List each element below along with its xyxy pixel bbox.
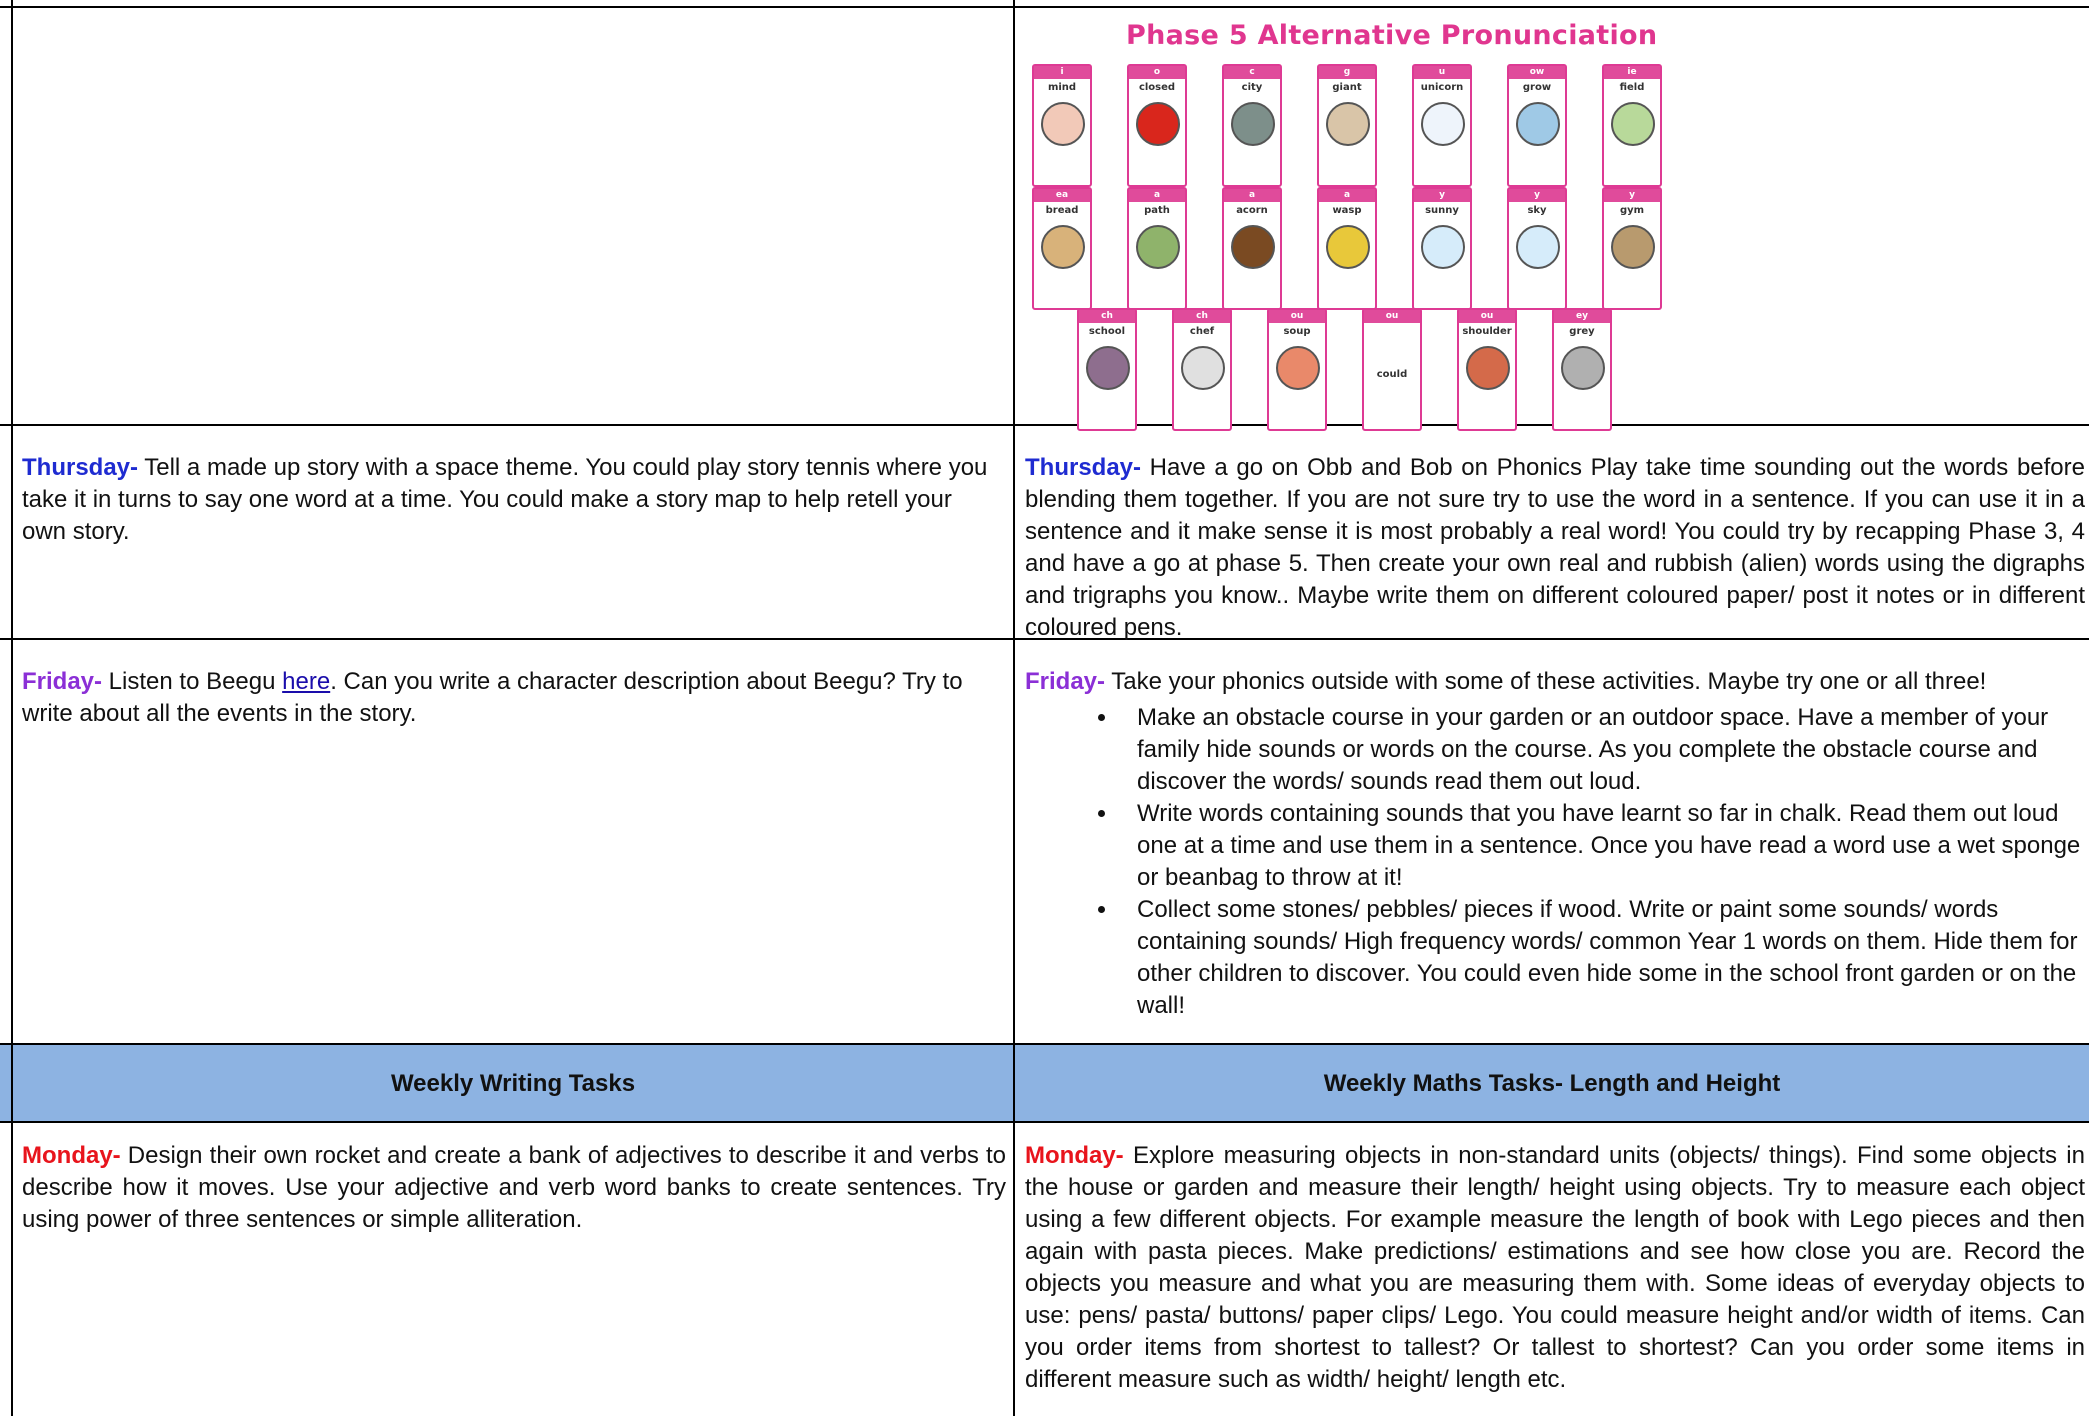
card-grapheme: ie xyxy=(1604,66,1660,79)
card-grapheme: ea xyxy=(1034,189,1090,202)
card-word: chef xyxy=(1189,326,1215,337)
day-label: Friday- xyxy=(22,668,103,695)
brain-icon xyxy=(1041,102,1085,146)
phonics-card xyxy=(1602,187,1662,310)
card-grapheme: o xyxy=(1129,66,1185,79)
phonics-card xyxy=(1552,308,1612,431)
beegu-link[interactable]: here xyxy=(282,668,331,695)
task-text: Have a go on Obb and Bob on Phonics Play take time sounding out the words before blending them together. If you are not sure try to use the word in a sentence. If you can use it in a sentence and it make sense it is most probably a real word! You could try by recapping Phase 3, 4 and have a go at phase 5. Then create your own real and rubbish (alien) words using the digraphs and trigraphs you know.. Maybe write them on different coloured paper/ post it notes or in different coloured pens. xyxy=(1025,454,2085,641)
day-label: Monday- xyxy=(22,1142,121,1169)
card-word: closed xyxy=(1138,82,1176,93)
table-border-left xyxy=(11,0,13,1416)
card-word: bread xyxy=(1045,205,1079,216)
phonics-card xyxy=(1412,64,1472,187)
task-text: . Can you write a character description about Beegu? Try to write about all the events in the story. xyxy=(22,668,963,727)
card-grapheme: ou xyxy=(1364,310,1420,323)
field-icon xyxy=(1611,102,1655,146)
card-grapheme: a xyxy=(1224,189,1280,202)
card-word: wasp xyxy=(1332,205,1362,216)
card-grapheme: ch xyxy=(1079,310,1135,323)
plants-icon xyxy=(1516,102,1560,146)
card-grapheme: a xyxy=(1129,189,1185,202)
phonics-friday xyxy=(1025,666,2085,1022)
phonics-card xyxy=(1222,187,1282,310)
phonics-card xyxy=(1032,187,1092,310)
card-word: gym xyxy=(1619,205,1645,216)
phonics-card xyxy=(1457,308,1517,431)
city-icon xyxy=(1231,102,1275,146)
task-text: Tell a made up story with a space theme. You could play story tennis where you take it in turns to say one word at a time. You could make a story map to help retell your own story. xyxy=(22,454,988,545)
card-grapheme: ey xyxy=(1554,310,1610,323)
unicorn-icon xyxy=(1421,102,1465,146)
acorn-icon xyxy=(1231,225,1275,269)
phonics-card xyxy=(1127,187,1187,310)
day-label: Thursday- xyxy=(22,454,139,481)
card-word: soup xyxy=(1283,326,1311,337)
maths-monday xyxy=(1025,1140,2085,1396)
card-word: field xyxy=(1619,82,1645,93)
day-label: Monday- xyxy=(1025,1142,1124,1169)
phonics-sheet-title: Phase 5 Alternative Pronunciation xyxy=(1126,20,1658,51)
card-word: sunny xyxy=(1425,205,1459,216)
wasp-icon xyxy=(1326,225,1370,269)
phonics-card xyxy=(1032,64,1092,187)
card-word: grow xyxy=(1522,82,1552,93)
gym-icon xyxy=(1611,225,1655,269)
phonics-card xyxy=(1317,187,1377,310)
card-word: unicorn xyxy=(1420,82,1464,93)
card-grapheme: ou xyxy=(1459,310,1515,323)
card-word: mind xyxy=(1047,82,1077,93)
activity-list xyxy=(1025,702,2085,1022)
person-icon xyxy=(1466,346,1510,390)
phonics-card xyxy=(1077,308,1137,431)
phonics-card xyxy=(1507,187,1567,310)
reading-friday xyxy=(22,666,1007,730)
chef-icon xyxy=(1181,346,1225,390)
writing-header: Weekly Writing Tasks xyxy=(390,1070,636,1097)
list-item: • Write words containing sounds that you have learnt so far in chalk. Read them out loud one at a time and use them in a sentence. Once you have read a word use a wet sponge or beanbag to throw at it! xyxy=(1119,798,2085,894)
card-word: acorn xyxy=(1236,205,1268,216)
phonics-card xyxy=(1267,308,1327,431)
bread-icon xyxy=(1041,225,1085,269)
writing-monday xyxy=(22,1140,1006,1236)
reading-thursday xyxy=(22,452,1002,548)
task-text: Take your phonics outside with some of these activities. Maybe try one or all three! xyxy=(1105,668,1987,695)
phonics-card xyxy=(1507,64,1567,187)
card-word: shoulder xyxy=(1462,326,1512,337)
task-text: Explore measuring objects in non-standard units (objects/ things). Find some objects in the house or garden and measure their length/ height using objects. Try to measure each object using a few different objects. For example measure the length of book with Lego pieces and then again with pasta pieces. Make predictions/ estimations and see how close you are. Record the objects you measure and what you are measuring them with. Some ideas of everyday objects to use: pens/ pasta/ buttons/ paper clips/ Lego. You could measure height and/or width of items. Can you order items from shortest to tallest? Or tallest to shortest? Can you order some items in different measure such as width/ height/ length etc. xyxy=(1025,1142,2085,1393)
school-icon xyxy=(1086,346,1130,390)
door-icon xyxy=(1136,102,1180,146)
task-text: Design their own rocket and create a bank of adjectives to describe it and verbs to describe how it moves. Use your adjective and verb word banks to create sentences. Try using power of three sentences or simple alliteration. xyxy=(22,1142,1006,1233)
card-word: giant xyxy=(1332,82,1362,93)
maths-header: Weekly Maths Tasks- Length and Height xyxy=(1323,1070,1781,1097)
card-grapheme: ow xyxy=(1509,66,1565,79)
card-word: could xyxy=(1376,369,1408,380)
phonics-card xyxy=(1362,308,1422,431)
list-item: • Make an obstacle course in your garden or an outdoor space. Have a member of your family hide sounds or words on the course. As you complete the obstacle course and discover the words/ sounds read them out loud. xyxy=(1119,702,2085,798)
card-grapheme: a xyxy=(1319,189,1375,202)
path-icon xyxy=(1136,225,1180,269)
phonics-card xyxy=(1172,308,1232,431)
phonics-card xyxy=(1412,187,1472,310)
card-word: sky xyxy=(1527,205,1547,216)
card-grapheme: ou xyxy=(1269,310,1325,323)
card-grapheme: c xyxy=(1224,66,1280,79)
card-word: grey xyxy=(1569,326,1595,337)
day-label: Friday- xyxy=(1025,668,1106,695)
day-label: Thursday- xyxy=(1025,454,1142,481)
card-grapheme: u xyxy=(1414,66,1470,79)
sun-icon xyxy=(1421,225,1465,269)
task-text: Listen to Beegu xyxy=(102,668,283,695)
card-word: city xyxy=(1241,82,1263,93)
card-word: path xyxy=(1144,205,1170,216)
card-grapheme: i xyxy=(1034,66,1090,79)
card-grapheme: y xyxy=(1509,189,1565,202)
phonics-card xyxy=(1222,64,1282,187)
phonics-card xyxy=(1602,64,1662,187)
card-grapheme: y xyxy=(1604,189,1660,202)
grey-circle-icon xyxy=(1561,346,1605,390)
card-grapheme: g xyxy=(1319,66,1375,79)
soup-icon xyxy=(1276,346,1320,390)
card-word: school xyxy=(1088,326,1126,337)
card-grapheme: y xyxy=(1414,189,1470,202)
phonics-card xyxy=(1127,64,1187,187)
card-grapheme: ch xyxy=(1174,310,1230,323)
list-item: • Collect some stones/ pebbles/ pieces if wood. Write or paint some sounds/ words containing sounds/ High frequency words/ common Year 1 words on them. Hide them for other children to discover. You could even hide some in the school front garden or on the wall! xyxy=(1119,894,2085,1022)
sky-icon xyxy=(1516,225,1560,269)
row-divider xyxy=(0,424,2089,426)
phonics-thursday xyxy=(1025,452,2085,644)
phonics-card xyxy=(1317,64,1377,187)
giant-icon xyxy=(1326,102,1370,146)
